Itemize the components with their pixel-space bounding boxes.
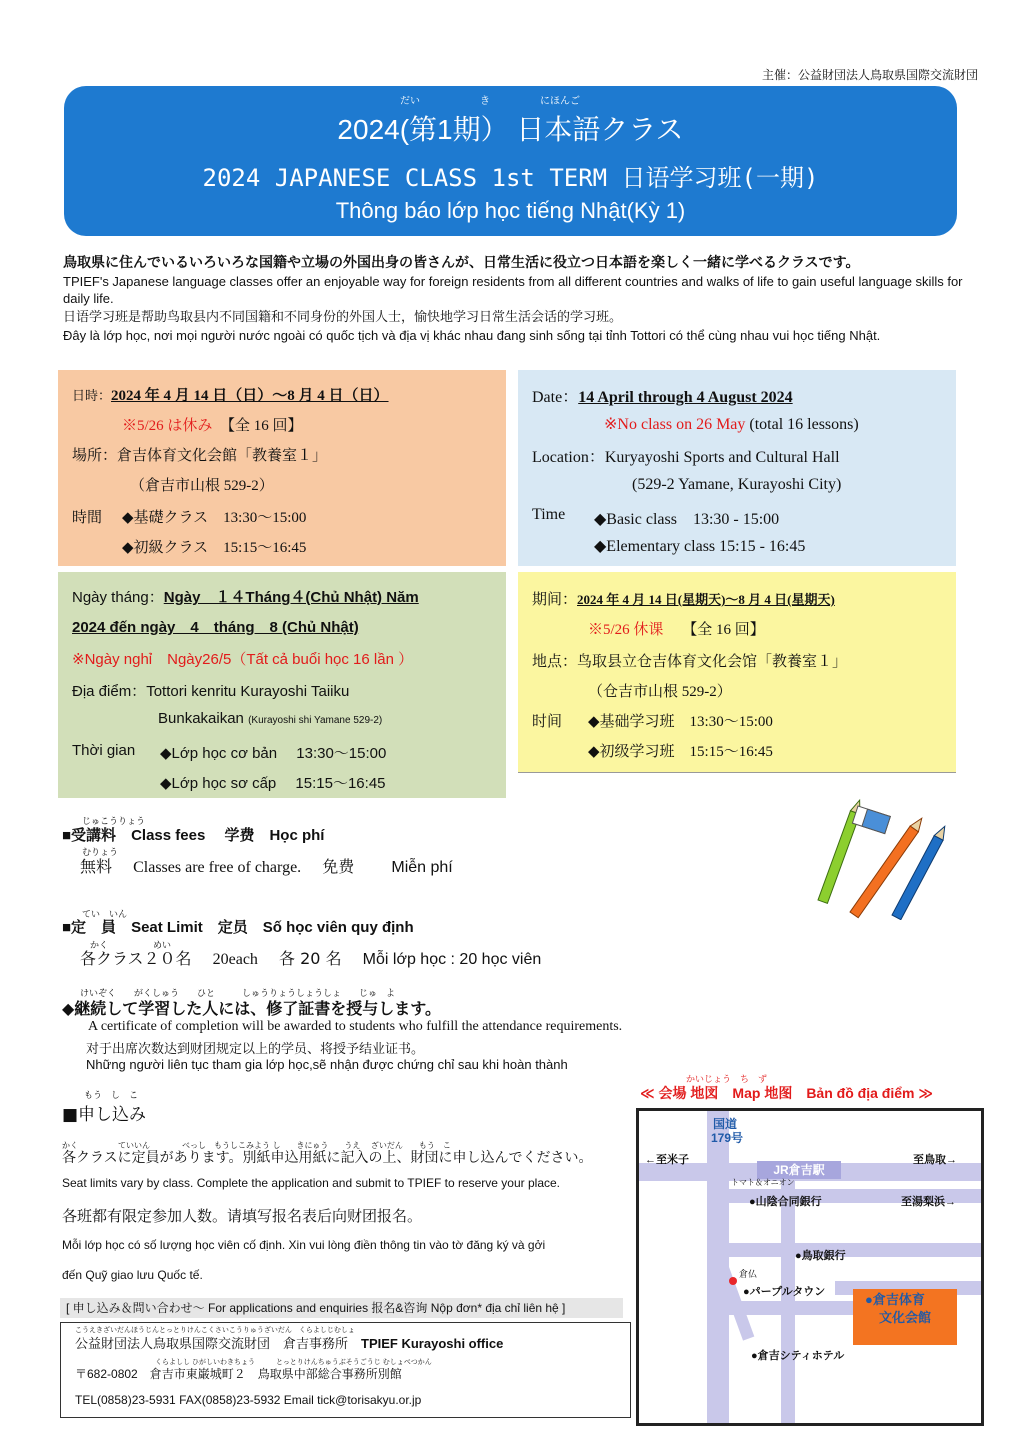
map-title: ≪ 会場 地図 Map 地图 Bản đồ địa điểm ≫ bbox=[640, 1085, 933, 1101]
title-jp: 2024(第1期） 日本語クラス bbox=[337, 114, 684, 145]
contact-header: [ 申し込み＆問い合わせ～ For applications and enquiries 报名&咨询 Nộp đơn* địa chỉ liên hệ ] bbox=[60, 1298, 623, 1318]
location-value: Kuryayoshi Sports and Cultural Hall bbox=[604, 449, 840, 466]
purple-town: ●パープルタウン bbox=[743, 1286, 826, 1298]
fees-title: ■受講料 Class fees 学费 Học phí bbox=[62, 827, 325, 844]
class-basic: ◆Lớp học cơ bản 13:30～15:00 bbox=[160, 745, 387, 762]
to-tottori: 至鳥取→ bbox=[913, 1154, 957, 1166]
info-box-jp bbox=[58, 370, 506, 566]
info-box-en bbox=[518, 370, 956, 566]
intro-vn: Đây là lớp học, nơi mọi người nước ngoài có quốc tịch và địa vị khác nhau đang sinh sống tại tỉnh Tottori có thể cùng nhau vui học tiếng Nhật. bbox=[63, 328, 881, 343]
certificate-title: ◆継続して学習した人には、修了証書を授与します。 bbox=[62, 999, 442, 1018]
intro-jp: 鳥取県に住んでいるいろいろな国籍や立場の外国出身の皆さんが、日常生活に役立つ日本語を楽しく一緒に学べるクラスです。 bbox=[63, 255, 860, 271]
address-small: (Kurayoshi shi Yamane 529-2) bbox=[248, 715, 383, 726]
station-label: JR倉吉駅 bbox=[757, 1161, 841, 1179]
kurabotoke-label: 倉仏 bbox=[739, 1269, 758, 1279]
intro-en: TPIEF's Japanese language classes offer an enjoyable way for foreign residents from all different countries and walks of life to gain useful language skills for daily life. bbox=[63, 274, 963, 306]
certificate-vn: Những người liên tục tham gia lớp học,sẽ nhận được chứng chỉ sau khi hoàn thành bbox=[86, 1057, 568, 1072]
class-elementary: ◆Lớp học sơ cấp 15:15～16:45 bbox=[160, 775, 386, 792]
apply-vn: Mỗi lớp học có số lượng học viên cố định. Xin vui lòng điền thông tin vào tờ đăng ký và gởi bbox=[62, 1238, 546, 1252]
class-elementary: ◆初級クラス 15:15～16:45 bbox=[122, 540, 307, 556]
title-vn: Thông báo lớp học tiếng Nhật(Kỳ 1) bbox=[335, 198, 686, 223]
furigana: じゅこうりょう bbox=[82, 817, 146, 827]
venue-label-cont: 文化会館 bbox=[879, 1310, 932, 1325]
place-label: 地点： bbox=[532, 654, 578, 670]
furigana: むりょう bbox=[82, 848, 119, 858]
furigana: もう し こ bbox=[84, 1091, 139, 1101]
place-value: Tottori kenritu Kurayoshi Taiiku bbox=[146, 683, 350, 700]
contact-org: 公益財団法人鳥取県国際交流財団 倉吉事務所 bbox=[75, 1336, 349, 1351]
holiday-note: ※5/26 休课 bbox=[588, 622, 664, 638]
class-basic: ◆基礎クラス 13:30～15:00 bbox=[122, 510, 307, 526]
intro-cn: 日语学习班是帮助鸟取县内不同国籍和不同身份的外国人士，愉快地学习日常生活会话的学习班。 bbox=[63, 310, 623, 325]
class-elementary: ◆Elementary class 15:15 - 16:45 bbox=[594, 538, 806, 555]
furigana: かく ていいん べっし もうしこみよう し きにゅう うえ ざいだん もう こ bbox=[62, 1141, 451, 1150]
date-label: Ngày tháng： bbox=[72, 589, 164, 606]
to-yurihama: 至湯梨浜→ bbox=[901, 1196, 956, 1208]
total-lessons: 【全 16 回】 bbox=[682, 622, 765, 638]
date-value: Ngày １４Tháng４(Chủ Nhật) Năm bbox=[163, 589, 419, 606]
city-hotel: ●倉吉シティホテル bbox=[751, 1350, 845, 1362]
date-value-cont: 2024 đến ngày 4 tháng 8 (Chủ Nhật) bbox=[72, 619, 359, 636]
furigana: にほんご bbox=[540, 96, 580, 107]
time-label: 时间 bbox=[532, 714, 563, 730]
fees-body: 無料 Classes are free of charge. 免费 Miễn phí bbox=[80, 857, 453, 876]
furigana: き bbox=[480, 96, 490, 107]
to-yonago: ←至米子 bbox=[645, 1154, 689, 1166]
date-value: 14 April through 4 August 2024 bbox=[578, 389, 793, 406]
kurabotoke-marker bbox=[729, 1277, 737, 1285]
class-basic: ◆基础学习班 13:30～15:00 bbox=[588, 714, 773, 730]
bank-sanin: ●山陰合同銀行 bbox=[749, 1196, 822, 1208]
total-lessons: 【全 16 回】 bbox=[227, 418, 303, 434]
seats-body: 各クラス２０名 20each 各 20 名 Mỗi lớp học : 20 học viên bbox=[80, 949, 542, 968]
holiday-note: ※5/26 は休み bbox=[122, 418, 213, 434]
eraser-icon bbox=[852, 806, 890, 834]
route-label: 国道 bbox=[713, 1117, 738, 1131]
place-label: Địa điểm： bbox=[72, 683, 147, 700]
pencils-illustration bbox=[810, 790, 960, 920]
apply-en: Seat limits vary by class. Complete the application and submit to TPIEF to reserve your place. bbox=[62, 1176, 560, 1190]
place-label: 場所： bbox=[72, 448, 118, 464]
venue-map bbox=[636, 1108, 984, 1426]
contact-org-en: TPIEF Kurayoshi office bbox=[361, 1336, 504, 1351]
date-label: 期间： bbox=[532, 592, 578, 608]
date-label: Date： bbox=[532, 389, 579, 406]
date-value: 2024 年 4 月 14 日（日）～8 月 4 日（日） bbox=[111, 388, 389, 404]
place-value: 倉吉体育文化会館「教養室１」 bbox=[117, 448, 328, 464]
furigana: だい bbox=[400, 96, 420, 107]
time-label: 時間 bbox=[72, 510, 103, 526]
contact-address: 〒682-0802 倉吉市東巌城町２ 鳥取県中部総合事務所別館 bbox=[75, 1367, 402, 1381]
apply-title: ■申し込み bbox=[62, 1105, 147, 1125]
furigana: けいぞく がくしゅう ひと しゅうりょうしょうしょ じゅ よ bbox=[80, 989, 396, 999]
info-box-cn bbox=[518, 572, 956, 773]
organizer-note: 主催：公益財団法人鳥取県国際交流財団 bbox=[761, 68, 978, 82]
place-value: 鸟取县立仓吉体育文化会馆「教養室１」 bbox=[577, 654, 848, 670]
address: （倉吉市山根 529-2） bbox=[130, 478, 274, 494]
location-label: Location： bbox=[532, 449, 605, 466]
certificate-cn: 对于出席次数达到财团规定以上的学员、将授予结业证书。 bbox=[86, 1042, 425, 1057]
store-label: トマト＆オニオン bbox=[731, 1178, 795, 1187]
address: （仓吉市山根 529-2） bbox=[588, 684, 732, 700]
furigana: こうえきざいだんほうじんとっとりけんこくさいこうりゅうざいだん くらよしじむしょ bbox=[75, 1327, 355, 1334]
contact-box bbox=[60, 1322, 631, 1418]
apply-cn: 各班都有限定参加人数。请填写报名表后向财团报名。 bbox=[62, 1207, 423, 1225]
info-box-vn bbox=[58, 572, 506, 798]
apply-jp: 各クラスに定員があります。別紙申込用紙に記入の上、財団に申し込んでください。 bbox=[62, 1150, 593, 1166]
date-value: 2024 年 4 月 14 日(星期天)～8 月 4 日(星期天) bbox=[577, 592, 835, 607]
furigana: くらよしし ひがしいわきちょう とっとりけんちゅうぶそうごうじ むしょべつかん bbox=[155, 1359, 432, 1366]
apply-vn-cont: đến Quỹ giao lưu Quốc tế. bbox=[62, 1268, 203, 1282]
holiday-note: ※No class on 26 May bbox=[604, 416, 746, 433]
date-label: 日時： bbox=[72, 388, 112, 403]
time-label: Time bbox=[532, 506, 566, 523]
class-basic: ◆Basic class 13:30 - 15:00 bbox=[594, 511, 780, 528]
place-value-cont: Bunkakaikan bbox=[158, 710, 244, 727]
venue-label: ●倉吉体育 bbox=[865, 1292, 925, 1307]
contact-tel-email: TEL(0858)23-5931 FAX(0858)23-5932 Email tick@torisakyu.or.jp bbox=[75, 1393, 422, 1407]
title-en: 2024 JAPANESE CLASS 1st TERM 日语学习班(一期) bbox=[202, 164, 819, 192]
holiday-note: ※Ngày nghỉ Ngày26/5（Tất cả buổi học 16 lần ） bbox=[72, 651, 414, 668]
furigana: てい いん bbox=[82, 910, 128, 920]
seats-title: ■定 員 Seat Limit 定员 Số học viên quy định bbox=[62, 919, 414, 936]
certificate-en: A certificate of completion will be awarded to students who fulfill the attendance requirements. bbox=[88, 1019, 623, 1034]
furigana: かく めい bbox=[90, 941, 172, 951]
bank-tottori: ●鳥取銀行 bbox=[795, 1250, 846, 1262]
total-lessons: (total 16 lessons) bbox=[749, 416, 859, 433]
time-label: Thời gian bbox=[72, 742, 136, 759]
route-number: 179号 bbox=[711, 1131, 744, 1145]
class-elementary: ◆初级学习班 15:15～16:45 bbox=[588, 744, 773, 760]
header-banner bbox=[64, 86, 957, 236]
address: (529-2 Yamane, Kurayoshi City) bbox=[632, 476, 842, 493]
furigana: かいじょう ち ず bbox=[686, 1075, 768, 1085]
